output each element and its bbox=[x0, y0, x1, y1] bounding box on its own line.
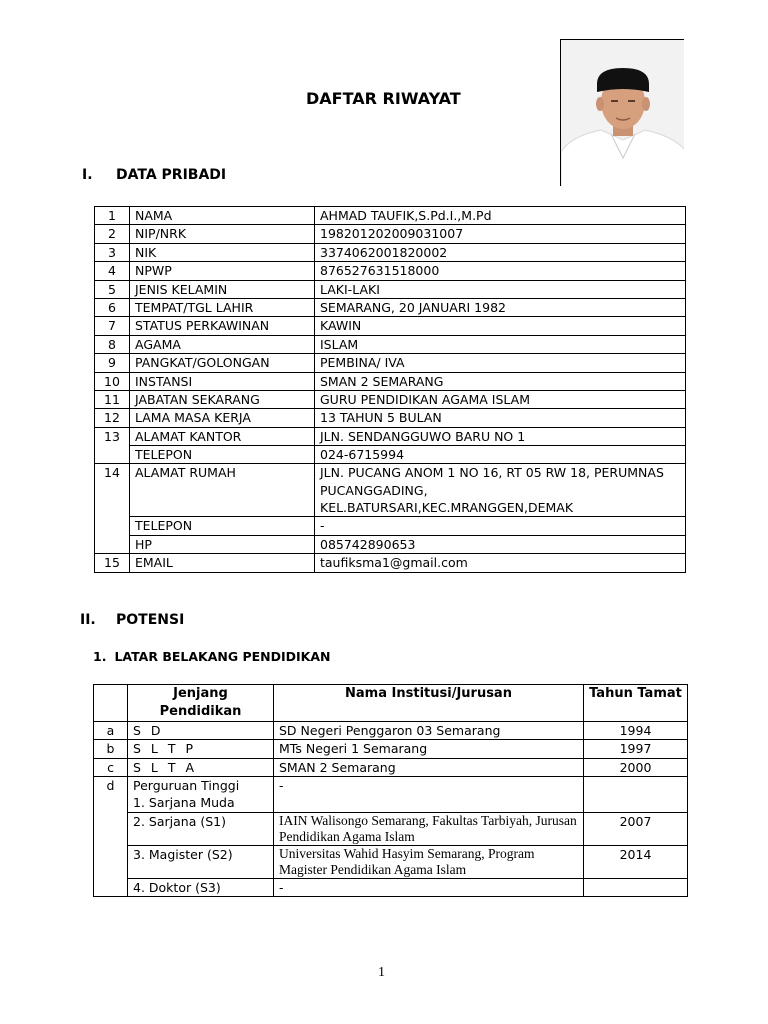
table-row bbox=[95, 446, 686, 464]
table-row bbox=[95, 409, 686, 427]
page-number: 1 bbox=[378, 965, 385, 980]
field-value: GURU PENDIDIKAN AGAMA ISLAM bbox=[315, 390, 686, 408]
education-year: 1994 bbox=[584, 722, 688, 740]
table-row bbox=[94, 812, 688, 845]
education-institution: IAIN Walisongo Semarang, Fakultas Tarbiyah, Jurusan Pendidikan Agama Islam bbox=[274, 812, 584, 845]
field-label: NPWP bbox=[130, 262, 315, 280]
field-label: EMAIL bbox=[130, 554, 315, 572]
education-level: S L T P bbox=[128, 740, 274, 758]
row-number: 14 bbox=[95, 464, 130, 554]
row-number: 7 bbox=[95, 317, 130, 335]
table-row bbox=[95, 335, 686, 353]
row-number: 3 bbox=[95, 243, 130, 261]
row-number: 11 bbox=[95, 390, 130, 408]
education-institution: SD Negeri Penggaron 03 Semarang bbox=[274, 722, 584, 740]
education-year: 2007 bbox=[584, 812, 688, 845]
field-value: 024-6715994 bbox=[315, 446, 686, 464]
education-level: 3. Magister (S2) bbox=[128, 845, 274, 878]
table-row bbox=[95, 427, 686, 445]
row-number: 5 bbox=[95, 280, 130, 298]
education-level: S D bbox=[128, 722, 274, 740]
table-row bbox=[94, 758, 688, 776]
row-number: 6 bbox=[95, 298, 130, 316]
section-number: I. bbox=[82, 167, 93, 183]
education-year: 1997 bbox=[584, 740, 688, 758]
subsection-heading-pendidikan bbox=[93, 649, 331, 664]
table-row bbox=[95, 262, 686, 280]
field-label: INSTANSI bbox=[130, 372, 315, 390]
education-institution: MTs Negeri 1 Semarang bbox=[274, 740, 584, 758]
field-value: SEMARANG, 20 JANUARI 1982 bbox=[315, 298, 686, 316]
profile-photo-icon bbox=[561, 40, 684, 186]
field-value: 876527631518000 bbox=[315, 262, 686, 280]
subsection-number: 1. bbox=[93, 649, 107, 664]
field-label: TEMPAT/TGL LAHIR bbox=[130, 298, 315, 316]
education-institution: Universitas Wahid Hasyim Semarang, Program Magister Pendidikan Agama Islam bbox=[274, 845, 584, 878]
education-year: 2000 bbox=[584, 758, 688, 776]
personal-data-table bbox=[94, 206, 686, 573]
table-row bbox=[95, 535, 686, 553]
field-value: JLN. PUCANG ANOM 1 NO 16, RT 05 RW 18, PERUMNAS PUCANGGADING, KEL.BATURSARI,KEC.MRANGGEN,DEMAK bbox=[315, 464, 686, 517]
table-row bbox=[95, 207, 686, 225]
table-row bbox=[95, 517, 686, 535]
profile-photo bbox=[560, 39, 684, 186]
field-value: PEMBINA/ IVA bbox=[315, 354, 686, 372]
row-number: 13 bbox=[95, 427, 130, 464]
document-title: DAFTAR RIWAYAT bbox=[306, 89, 461, 108]
field-value: taufiksma1@gmail.com bbox=[315, 554, 686, 572]
education-table bbox=[93, 684, 688, 897]
row-number: 1 bbox=[95, 207, 130, 225]
field-value: 198201202009031007 bbox=[315, 225, 686, 243]
education-year bbox=[584, 777, 688, 813]
table-row bbox=[95, 280, 686, 298]
education-level-line: 1. Sarjana Muda bbox=[133, 795, 235, 811]
field-label: ALAMAT KANTOR bbox=[130, 427, 315, 445]
education-year: 2014 bbox=[584, 845, 688, 878]
table-row bbox=[94, 740, 688, 758]
field-value: KAWIN bbox=[315, 317, 686, 335]
education-institution: - bbox=[274, 777, 584, 813]
table-row bbox=[95, 390, 686, 408]
field-label: NIK bbox=[130, 243, 315, 261]
table-row bbox=[94, 722, 688, 740]
table-row bbox=[94, 777, 688, 813]
row-number: 9 bbox=[95, 354, 130, 372]
field-value: 3374062001820002 bbox=[315, 243, 686, 261]
field-value: ISLAM bbox=[315, 335, 686, 353]
education-institution: - bbox=[274, 878, 584, 896]
education-level-line: Perguruan Tinggi bbox=[133, 778, 240, 794]
table-row bbox=[95, 298, 686, 316]
section-title: POTENSI bbox=[116, 612, 185, 628]
header-cell-level: Jenjang Pendidikan bbox=[128, 685, 274, 722]
field-label: NAMA bbox=[130, 207, 315, 225]
field-label: JENIS KELAMIN bbox=[130, 280, 315, 298]
table-row bbox=[95, 372, 686, 390]
field-label: HP bbox=[130, 535, 315, 553]
education-level: S L T A bbox=[128, 758, 274, 776]
field-value: SMAN 2 SEMARANG bbox=[315, 372, 686, 390]
education-level: 4. Doktor (S3) bbox=[128, 878, 274, 896]
row-number: 10 bbox=[95, 372, 130, 390]
field-value: AHMAD TAUFIK,S.Pd.I.,M.Pd bbox=[315, 207, 686, 225]
header-cell-blank bbox=[94, 685, 128, 722]
field-label: STATUS PERKAWINAN bbox=[130, 317, 315, 335]
section-title: DATA PRIBADI bbox=[116, 167, 227, 183]
field-value: LAKI-LAKI bbox=[315, 280, 686, 298]
table-row bbox=[95, 464, 686, 517]
field-label: TELEPON bbox=[130, 517, 315, 535]
education-institution: SMAN 2 Semarang bbox=[274, 758, 584, 776]
row-letter: a bbox=[94, 722, 128, 740]
table-row bbox=[95, 243, 686, 261]
table-row bbox=[95, 354, 686, 372]
table-row bbox=[95, 317, 686, 335]
field-label: PANGKAT/GOLONGAN bbox=[130, 354, 315, 372]
field-value: JLN. SENDANGGUWO BARU NO 1 bbox=[315, 427, 686, 445]
row-number: 8 bbox=[95, 335, 130, 353]
field-value: 13 TAHUN 5 BULAN bbox=[315, 409, 686, 427]
table-row bbox=[95, 554, 686, 572]
field-label: JABATAN SEKARANG bbox=[130, 390, 315, 408]
education-level bbox=[128, 777, 274, 813]
field-label: LAMA MASA KERJA bbox=[130, 409, 315, 427]
table-row bbox=[94, 845, 688, 878]
subsection-title: LATAR BELAKANG PENDIDIKAN bbox=[114, 649, 331, 664]
header-cell-year: Tahun Tamat bbox=[584, 685, 688, 722]
education-level: 2. Sarjana (S1) bbox=[128, 812, 274, 845]
section-number: II. bbox=[80, 612, 96, 628]
row-number: 12 bbox=[95, 409, 130, 427]
row-number: 4 bbox=[95, 262, 130, 280]
row-letter: b bbox=[94, 740, 128, 758]
education-year bbox=[584, 878, 688, 896]
row-number: 15 bbox=[95, 554, 130, 572]
field-label: ALAMAT RUMAH bbox=[130, 464, 315, 517]
table-row bbox=[94, 878, 688, 896]
field-value: - bbox=[315, 517, 686, 535]
field-label: AGAMA bbox=[130, 335, 315, 353]
row-letter: c bbox=[94, 758, 128, 776]
field-label: NIP/NRK bbox=[130, 225, 315, 243]
row-letter: d bbox=[94, 777, 128, 897]
table-row bbox=[95, 225, 686, 243]
field-value: 085742890653 bbox=[315, 535, 686, 553]
header-cell-institution: Nama Institusi/Jurusan bbox=[274, 685, 584, 722]
education-header-row bbox=[94, 685, 688, 722]
row-number: 2 bbox=[95, 225, 130, 243]
field-label: TELEPON bbox=[130, 446, 315, 464]
